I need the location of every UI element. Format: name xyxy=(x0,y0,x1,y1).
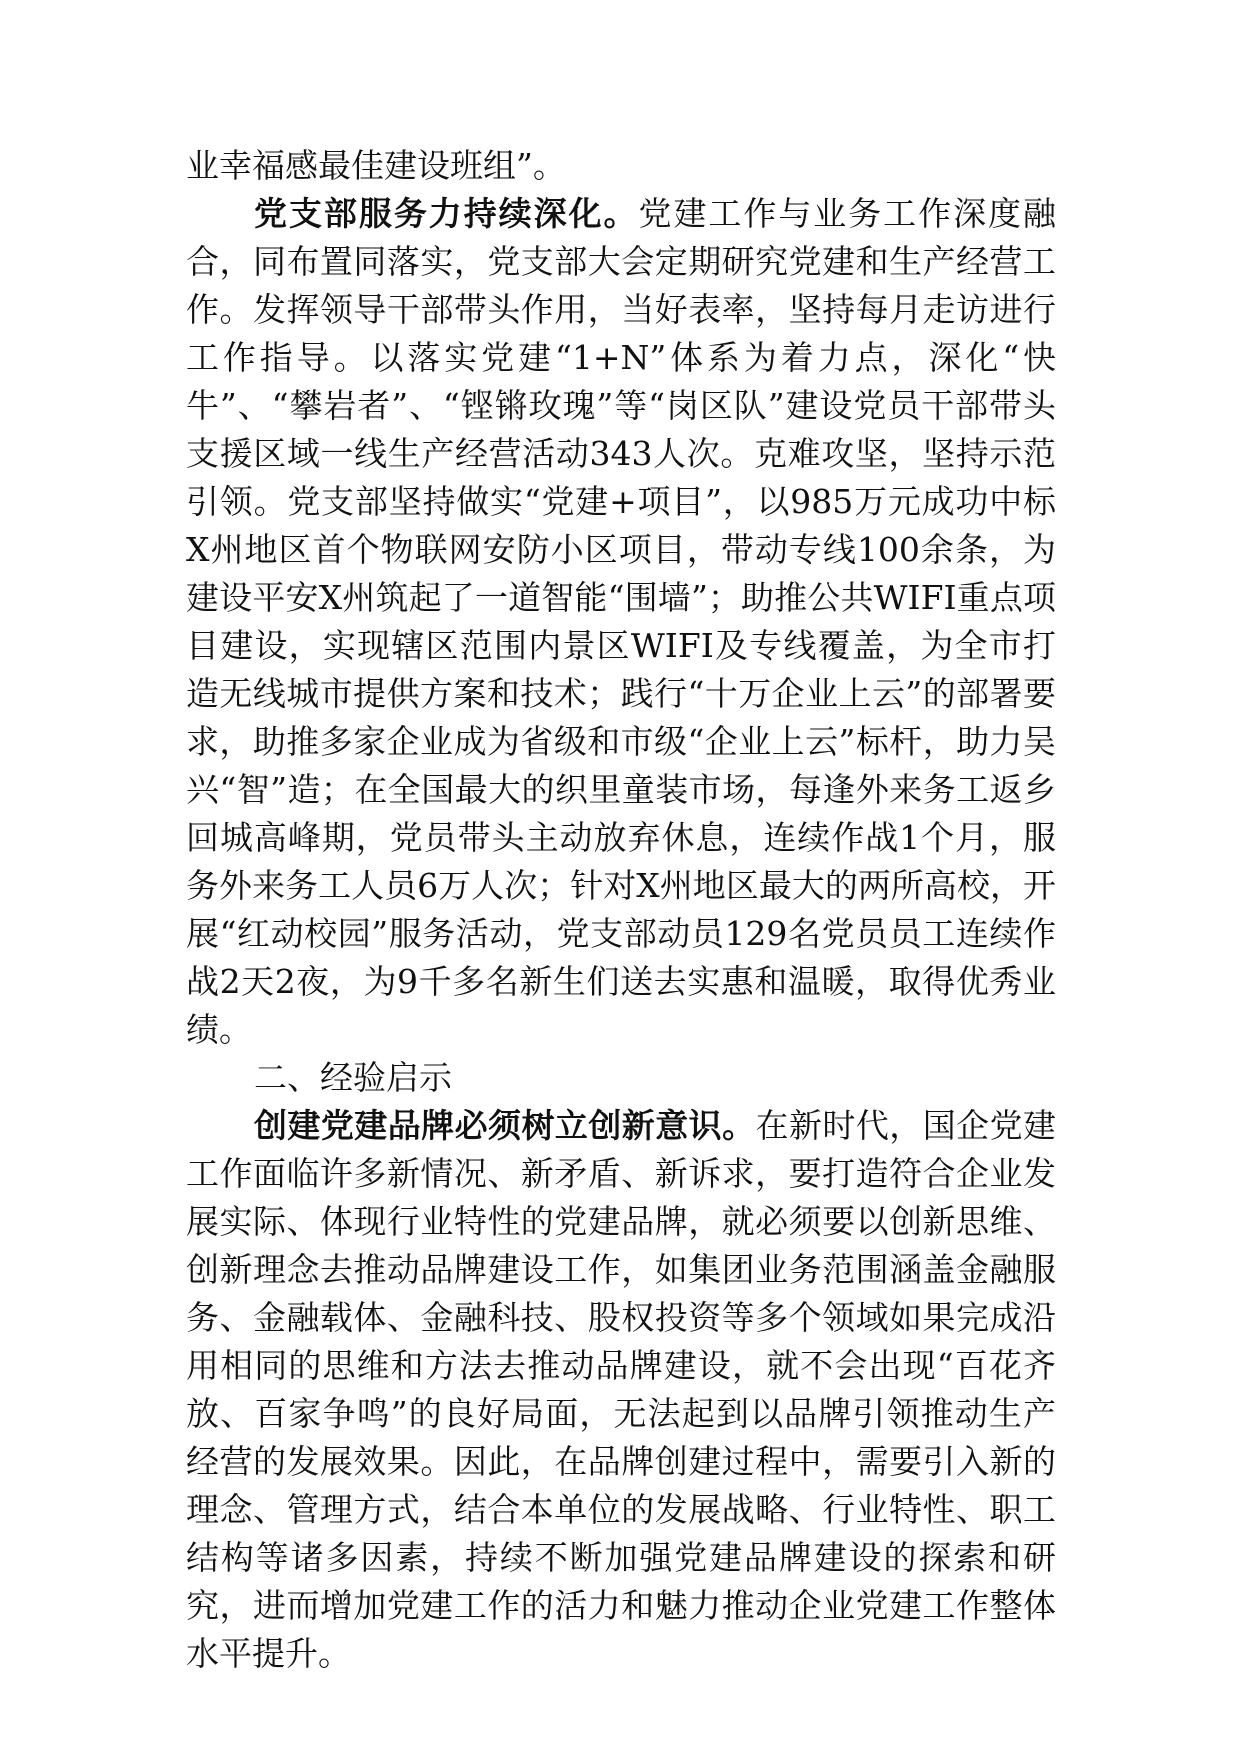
paragraph-lead: 党支部服务力持续深化。 xyxy=(254,194,639,233)
paragraph-text: 业幸福感最佳建设班组”。 xyxy=(186,146,566,185)
paragraph-text: 在新时代，国企党建工作面临许多新情况、新矛盾、新诉求，要打造符合企业发展实际、体现行业特性的党建品牌，就必须要以创新思维、创新理念去推动品牌建设工作，如集团业务范围涵盖金融服务、金融载体、金融科技、股权投资等多个领域如果完成沿用相同的思维和方法去推动品牌建设，就不会出现“百花齐放、百家争鸣”的良好局面，无法起到以品牌引领推动生产经营的发展效果。因此，在品牌创建过程中，需要引入新的理念、管理方式，结合本单位的发展战略、行业特性、职工结构等诸多因素，持续不断加强党建品牌建设的探索和研究，进而增加党建工作的活力和魅力推动企业党建工作整体水平提升。 xyxy=(186,1106,1057,1673)
paragraph-innovation xyxy=(186,1102,1056,1678)
paragraph-party-branch-service xyxy=(186,190,1056,1054)
paragraph-continuation xyxy=(186,142,1056,190)
paragraph-text: 党建工作与业务工作深度融合，同布置同落实，党支部大会定期研究党建和生产经营工作。发挥领导干部带头作用，当好表率，坚持每月走访进行工作指导。以落实党建“1+N”体系为着力点，深化“快牛”、“攀岩者”、“铿锵玫瑰”等“岗区队”建设党员干部带头支援区域一线生产经营活动343人次。克难攻坚，坚持示范引领。党支部坚持做实“党建+项目”，以985万元成功中标X州地区首个物联网安防小区项目，带动专线100余条，为建设平安X州筑起了一道智能“围墙”；助推公共WIFI重点项目建设，实现辖区范围内景区WIFI及专线覆盖，为全市打造无线城市提供方案和技术；践行“十万企业上云”的部署要求，助推多家企业成为省级和市级“企业上云”标杆，助力吴兴“智”造；在全国最大的织里童装市场，每逢外来务工返乡回城高峰期，党员带头主动放弃休息，连续作战1个月，服务外来务工人员6万人次；针对X州地区最大的两所高校，开展“红动校园”服务活动，党支部动员129名党员员工连续作战2天2夜，为9千多名新生们送去实惠和温暖，取得优秀业绩。 xyxy=(186,194,1056,1049)
paragraph-lead: 创建党建品牌必须树立创新意识。 xyxy=(254,1106,756,1145)
section-heading: 二、经验启示 xyxy=(254,1058,452,1097)
document-page xyxy=(186,142,1056,1678)
